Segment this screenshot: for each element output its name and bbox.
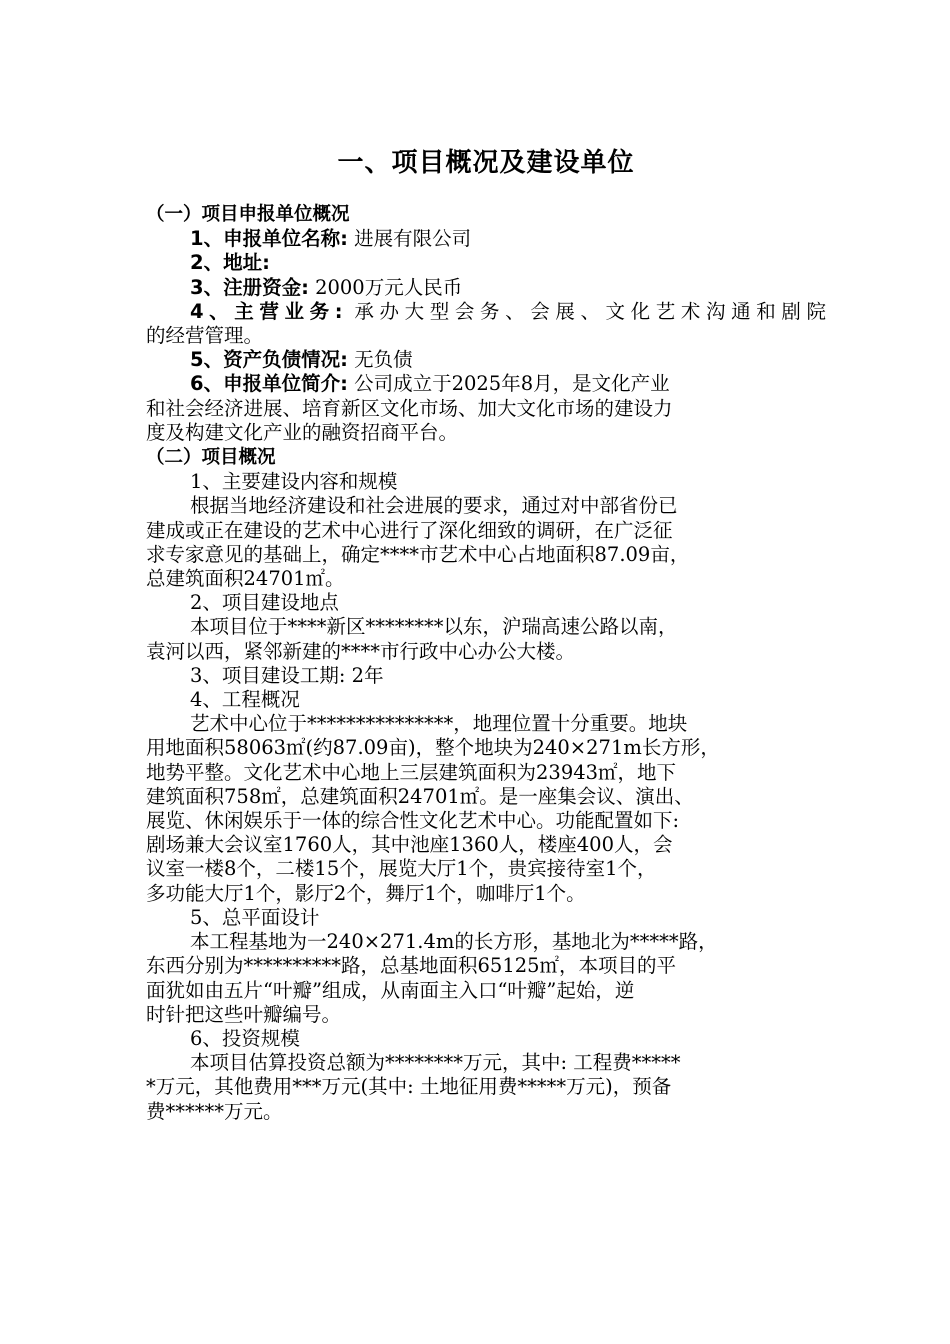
section-heading	[146, 445, 826, 470]
paragraph-line: 面犹如由五片“叶瓣”组成，从南面主入口“叶瓣”起始，逆	[146, 978, 635, 1002]
paragraph-line: 用地面积58063㎡(约87.09亩)，整个地块为240×271m长方形，	[146, 736, 720, 760]
sub3-heading: 3、项目建设工期: 2年	[190, 663, 384, 687]
intro-label: 6、申报单位简介:	[190, 372, 348, 396]
address-line	[146, 251, 826, 275]
applicant-name-line	[146, 227, 826, 251]
debt-label: 5、资产负债情况:	[190, 348, 348, 372]
paragraph-line: 袁河以西，紧邻新建的****市行政中心办公大楼。	[146, 639, 576, 663]
debt-line	[146, 348, 826, 372]
sub5-heading: 5、总平面设计	[190, 905, 320, 929]
paragraph-line: 本工程基地为一240×271.4m的长方形，基地北为*****路，	[190, 930, 718, 954]
sub2-heading: 2、项目建设地点	[190, 591, 339, 615]
paragraph-line: *万元，其他费用***万元(其中: 土地征用费*****万元)，预备	[146, 1075, 672, 1099]
business-value: 承办大型会务、会展、文化艺术沟通和剧院	[342, 299, 826, 323]
address-label: 2、地址:	[190, 251, 270, 275]
applicant-name-label: 1、申报单位名称:	[190, 227, 348, 251]
document-page	[146, 140, 826, 1124]
business-line	[146, 300, 826, 324]
paragraph-line: 总建筑面积24701㎡。	[146, 567, 345, 591]
intro-line	[146, 372, 826, 396]
paragraph-line: 剧场兼大会议室1760人，其中池座1360人，楼座400人，会	[146, 833, 673, 857]
paragraph-line: 建成或正在建设的艺术中心进行了深化细致的调研，在广泛征	[146, 518, 673, 542]
paragraph-line: 地势平整。文化艺术中心地上三层建筑面积为23943㎡，地下	[146, 760, 677, 784]
paragraph-line: 东西分别为**********路，总基地面积65125㎡，本项目的平	[146, 954, 677, 978]
paragraph-line: 求专家意见的基础上，确定****市艺术中心占地面积87.09亩，	[146, 542, 690, 566]
section-2-heading: （二）项目概况	[146, 447, 276, 469]
paragraph-line: 本项目估算投资总额为********万元，其中: 工程费*****	[190, 1051, 681, 1075]
capital-label: 3、注册资金:	[190, 275, 309, 299]
intro-line-cont: 和社会经济进展、培育新区文化市场、加大文化市场的建设力	[146, 396, 673, 420]
debt-value: 无负债	[347, 348, 413, 372]
paragraph-line: 本项目位于****新区********以东，沪瑞高速公路以南，	[190, 615, 678, 639]
capital-line	[146, 276, 826, 300]
paragraph-line: 展览、休闲娱乐于一体的综合性文化艺术中心。功能配置如下:	[146, 809, 680, 833]
intro-value: 公司成立于2025年8月，是文化产业	[347, 372, 670, 396]
paragraph-line: 艺术中心位于***************，地理位置十分重要。地块	[190, 712, 688, 736]
applicant-name-value: 进展有限公司	[347, 227, 472, 251]
capital-value: 2000万元人民币	[308, 275, 463, 299]
paragraph-line: 根据当地经济建设和社会进展的要求，通过对中部省份已	[190, 494, 678, 518]
paragraph-line: 费******万元。	[146, 1099, 283, 1123]
business-line-cont: 的经营管理。	[146, 324, 264, 348]
section-1-heading: （一）项目申报单位概况	[146, 204, 350, 225]
intro-line-cont: 度及构建文化产业的融资招商平台。	[146, 420, 459, 444]
paragraph-line: 时针把这些叶瓣编号。	[146, 1002, 342, 1026]
paragraph-line: 建筑面积758㎡，总建筑面积24701㎡。是一座集会议、演出、	[146, 784, 694, 808]
sub6-heading: 6、投资规模	[190, 1026, 300, 1050]
paragraph-line: 多功能大厅1个，影厅2个，舞厅1个，咖啡厅1个。	[146, 881, 586, 905]
sub4-heading: 4、工程概况	[190, 688, 300, 712]
business-label: 4、主营业务:	[190, 299, 343, 323]
sub1-heading: 1、主要建设内容和规模	[190, 470, 398, 494]
section-heading	[146, 202, 826, 227]
paragraph-line: 议室一楼8个，二楼15个，展览大厅1个，贵宾接待室1个，	[146, 857, 657, 881]
document-title: 一、项目概况及建设单位	[337, 148, 635, 178]
